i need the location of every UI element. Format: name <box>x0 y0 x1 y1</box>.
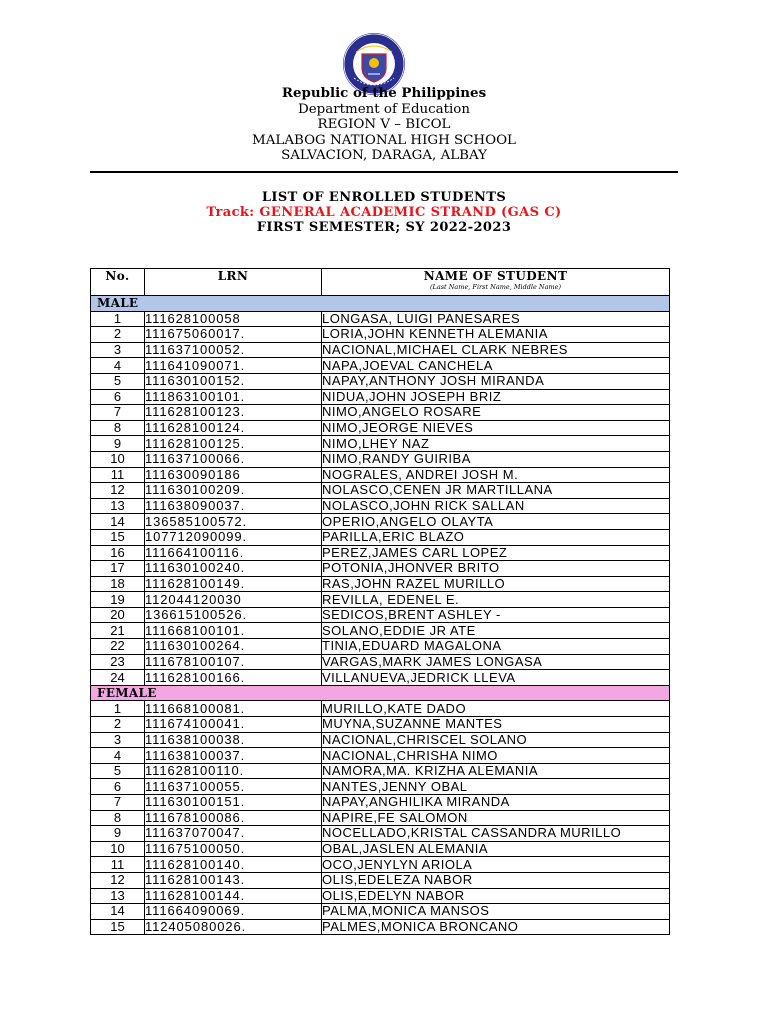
student-no: 1 <box>91 311 145 327</box>
student-no: 11 <box>91 857 145 873</box>
table-row <box>91 795 670 811</box>
student-no: 22 <box>91 639 145 655</box>
student-name: OLIS,EDELYN NABOR <box>322 888 670 904</box>
table-row <box>91 420 670 436</box>
student-lrn: 111668100101. <box>145 623 322 639</box>
student-name: VARGAS,MARK JAMES LONGASA <box>322 654 670 670</box>
table-row <box>91 732 670 748</box>
table-row <box>91 545 670 561</box>
student-no: 6 <box>91 779 145 795</box>
student-name: NAPA,JOEVAL CANCHELA <box>322 358 670 374</box>
student-no: 8 <box>91 420 145 436</box>
student-no: 18 <box>91 576 145 592</box>
student-name: LONGASA, LUIGI PANESARES <box>322 311 670 327</box>
table-row <box>91 717 670 733</box>
student-lrn: 111630100264. <box>145 639 322 655</box>
student-no: 3 <box>91 342 145 358</box>
student-name: NIDUA,JOHN JOSEPH BRIZ <box>322 389 670 405</box>
student-lrn: 111675060017. <box>145 327 322 343</box>
student-lrn: 111638090037. <box>145 498 322 514</box>
student-name: NOCELLADO,KRISTAL CASSANDRA MURILLO <box>322 826 670 842</box>
table-row <box>91 763 670 779</box>
student-no: 2 <box>91 327 145 343</box>
student-name: LORIA,JOHN KENNETH ALEMANIA <box>322 327 670 343</box>
student-lrn: 111628100110. <box>145 763 322 779</box>
student-no: 15 <box>91 529 145 545</box>
student-no: 14 <box>91 904 145 920</box>
school-name: MALABOG NATIONAL HIGH SCHOOL <box>252 132 516 148</box>
student-no: 20 <box>91 607 145 623</box>
student-name: NANTES,JENNY OBAL <box>322 779 670 795</box>
department-line: Department of Education <box>298 101 470 117</box>
student-lrn: 136585100572. <box>145 514 322 530</box>
student-name: NIMO,RANDY GUIRIBA <box>322 451 670 467</box>
student-lrn: 111628100140. <box>145 857 322 873</box>
student-no: 12 <box>91 483 145 499</box>
student-lrn: 111628100143. <box>145 872 322 888</box>
student-lrn: 111630100209. <box>145 483 322 499</box>
student-name: OCO,JENYLYN ARIOLA <box>322 857 670 873</box>
table-row <box>91 311 670 327</box>
student-no: 2 <box>91 717 145 733</box>
student-no: 6 <box>91 389 145 405</box>
student-no: 9 <box>91 436 145 452</box>
student-no: 11 <box>91 467 145 483</box>
student-name: POTONIA,JHONVER BRITO <box>322 561 670 577</box>
table-row <box>91 904 670 920</box>
table-header-row <box>91 269 670 296</box>
student-lrn: 111668100081. <box>145 701 322 717</box>
table-row <box>91 592 670 608</box>
region-line: REGION V – BICOL <box>317 117 451 132</box>
student-lrn: 111628100144. <box>145 888 322 904</box>
student-no: 23 <box>91 654 145 670</box>
student-name: NAPAY,ANTHONY JOSH MIRANDA <box>322 373 670 389</box>
student-lrn: 111638100038. <box>145 732 322 748</box>
student-name: PALMA,MONICA MANSOS <box>322 904 670 920</box>
student-no: 3 <box>91 732 145 748</box>
col-name-header <box>322 269 670 296</box>
student-lrn: 111628100123. <box>145 405 322 421</box>
student-no: 24 <box>91 670 145 686</box>
student-name: OLIS,EDELEZA NABOR <box>322 872 670 888</box>
table-row <box>91 701 670 717</box>
student-lrn: 111678100107. <box>145 654 322 670</box>
student-name: RAS,JOHN RAZEL MURILLO <box>322 576 670 592</box>
document-titles <box>0 190 768 235</box>
table-row <box>91 623 670 639</box>
table-row <box>91 405 670 421</box>
student-no: 5 <box>91 763 145 779</box>
student-no: 7 <box>91 795 145 811</box>
student-no: 8 <box>91 810 145 826</box>
student-lrn: 111628100166. <box>145 670 322 686</box>
student-no: 7 <box>91 405 145 421</box>
student-lrn: 111641090071. <box>145 358 322 374</box>
table-row <box>91 561 670 577</box>
student-name: PALMES,MONICA BRONCANO <box>322 919 670 935</box>
student-no: 17 <box>91 561 145 577</box>
student-no: 1 <box>91 701 145 717</box>
table-row <box>91 358 670 374</box>
student-name: NACIONAL,CHRISHA NIMO <box>322 748 670 764</box>
student-lrn: 111628100125. <box>145 436 322 452</box>
student-name: MURILLO,KATE DADO <box>322 701 670 717</box>
student-lrn: 111638100037. <box>145 748 322 764</box>
student-name: NIMO,JEORGE NIEVES <box>322 420 670 436</box>
table-row <box>91 514 670 530</box>
table-row <box>91 389 670 405</box>
student-name: NOGRALES, ANDREI JOSH M. <box>322 467 670 483</box>
table-row <box>91 919 670 935</box>
student-name: TINIA,EDUARD MAGALONA <box>322 639 670 655</box>
table-row <box>91 373 670 389</box>
student-lrn: 111630100240. <box>145 561 322 577</box>
table-row <box>91 779 670 795</box>
track-title: Track: GENERAL ACADEMIC STRAND (GAS C) <box>206 205 562 220</box>
student-no: 19 <box>91 592 145 608</box>
student-lrn: 111674100041. <box>145 717 322 733</box>
student-name: NOLASCO,CENEN JR MARTILLANA <box>322 483 670 499</box>
student-lrn: 136615100526. <box>145 607 322 623</box>
female-section-row <box>91 685 670 701</box>
table-row <box>91 841 670 857</box>
student-name: NACIONAL,MICHAEL CLARK NEBRES <box>322 342 670 358</box>
student-name: OBAL,JASLEN ALEMANIA <box>322 841 670 857</box>
student-lrn: 112405080026. <box>145 919 322 935</box>
student-lrn: 111628100124. <box>145 420 322 436</box>
student-name: NIMO,ANGELO ROSARE <box>322 405 670 421</box>
female-section-label: FEMALE <box>91 685 670 701</box>
student-name: PEREZ,JAMES CARL LOPEZ <box>322 545 670 561</box>
student-no: 13 <box>91 498 145 514</box>
student-name: NACIONAL,CHRISCEL SOLANO <box>322 732 670 748</box>
table-row <box>91 857 670 873</box>
student-no: 13 <box>91 888 145 904</box>
name-header-label: NAME OF STUDENT <box>423 269 568 283</box>
student-lrn: 111637100052. <box>145 342 322 358</box>
student-lrn: 111637070047. <box>145 826 322 842</box>
col-no-header: No. <box>91 269 145 296</box>
student-lrn: 112044120030 <box>145 592 322 608</box>
document-header <box>0 86 768 164</box>
col-lrn-header: LRN <box>145 269 322 296</box>
table-row <box>91 576 670 592</box>
student-no: 16 <box>91 545 145 561</box>
table-row <box>91 483 670 499</box>
student-name: OPERIO,ANGELO OLAYTA <box>322 514 670 530</box>
table-row <box>91 451 670 467</box>
student-no: 10 <box>91 451 145 467</box>
republic-line: Republic of the Philippines <box>281 85 487 101</box>
table-row <box>91 639 670 655</box>
school-address: SALVACION, DARAGA, ALBAY <box>281 148 487 163</box>
table-row <box>91 607 670 623</box>
table-row <box>91 342 670 358</box>
student-no: 9 <box>91 826 145 842</box>
student-lrn: 111630100152. <box>145 373 322 389</box>
student-no: 14 <box>91 514 145 530</box>
student-lrn: 107712090099. <box>145 529 322 545</box>
student-name: NAPIRE,FE SALOMON <box>322 810 670 826</box>
student-name: SOLANO,EDDIE JR ATE <box>322 623 670 639</box>
student-no: 4 <box>91 748 145 764</box>
table-row <box>91 810 670 826</box>
table-row <box>91 436 670 452</box>
student-name: SEDICOS,BRENT ASHLEY - <box>322 607 670 623</box>
table-row <box>91 654 670 670</box>
male-section-row <box>91 296 670 312</box>
header-divider <box>90 171 678 173</box>
student-lrn: 111628100058 <box>145 311 322 327</box>
student-name: NOLASCO,JOHN RICK SALLAN <box>322 498 670 514</box>
table-row <box>91 327 670 343</box>
table-body <box>91 296 670 935</box>
name-header-format: (Last Name, First Name, Middle Name) <box>429 283 562 291</box>
table-row <box>91 498 670 514</box>
student-name: VILLANUEVA,JEDRICK LLEVA <box>322 670 670 686</box>
student-name: MUYNA,SUZANNE MANTES <box>322 717 670 733</box>
student-lrn: 111637100055. <box>145 779 322 795</box>
table-row <box>91 670 670 686</box>
student-lrn: 111630100151. <box>145 795 322 811</box>
table-row <box>91 467 670 483</box>
student-lrn: 111664100116. <box>145 545 322 561</box>
student-no: 15 <box>91 919 145 935</box>
student-no: 21 <box>91 623 145 639</box>
student-lrn: 111863100101. <box>145 389 322 405</box>
table-row <box>91 748 670 764</box>
student-lrn: 111637100066. <box>145 451 322 467</box>
student-lrn: 111628100149. <box>145 576 322 592</box>
male-section-label: MALE <box>91 296 670 312</box>
student-lrn: 111675100050. <box>145 841 322 857</box>
student-name: PARILLA,ERIC BLAZO <box>322 529 670 545</box>
student-lrn: 111678100086. <box>145 810 322 826</box>
student-lrn: 111630090186 <box>145 467 322 483</box>
student-lrn: 111664090069. <box>145 904 322 920</box>
student-no: 12 <box>91 872 145 888</box>
student-no: 5 <box>91 373 145 389</box>
student-name: NAPAY,ANGHILIKA MIRANDA <box>322 795 670 811</box>
student-name: NAMORA,MA. KRIZHA ALEMANIA <box>322 763 670 779</box>
table-row <box>91 826 670 842</box>
list-title: LIST OF ENROLLED STUDENTS <box>261 190 507 205</box>
student-no: 4 <box>91 358 145 374</box>
table-row <box>91 529 670 545</box>
table-row <box>91 888 670 904</box>
semester-title: FIRST SEMESTER; SY 2022-2023 <box>256 220 512 235</box>
student-name: NIMO,LHEY NAZ <box>322 436 670 452</box>
table-row <box>91 872 670 888</box>
enrolled-students-table <box>90 268 670 935</box>
student-name: REVILLA, EDENEL E. <box>322 592 670 608</box>
student-no: 10 <box>91 841 145 857</box>
